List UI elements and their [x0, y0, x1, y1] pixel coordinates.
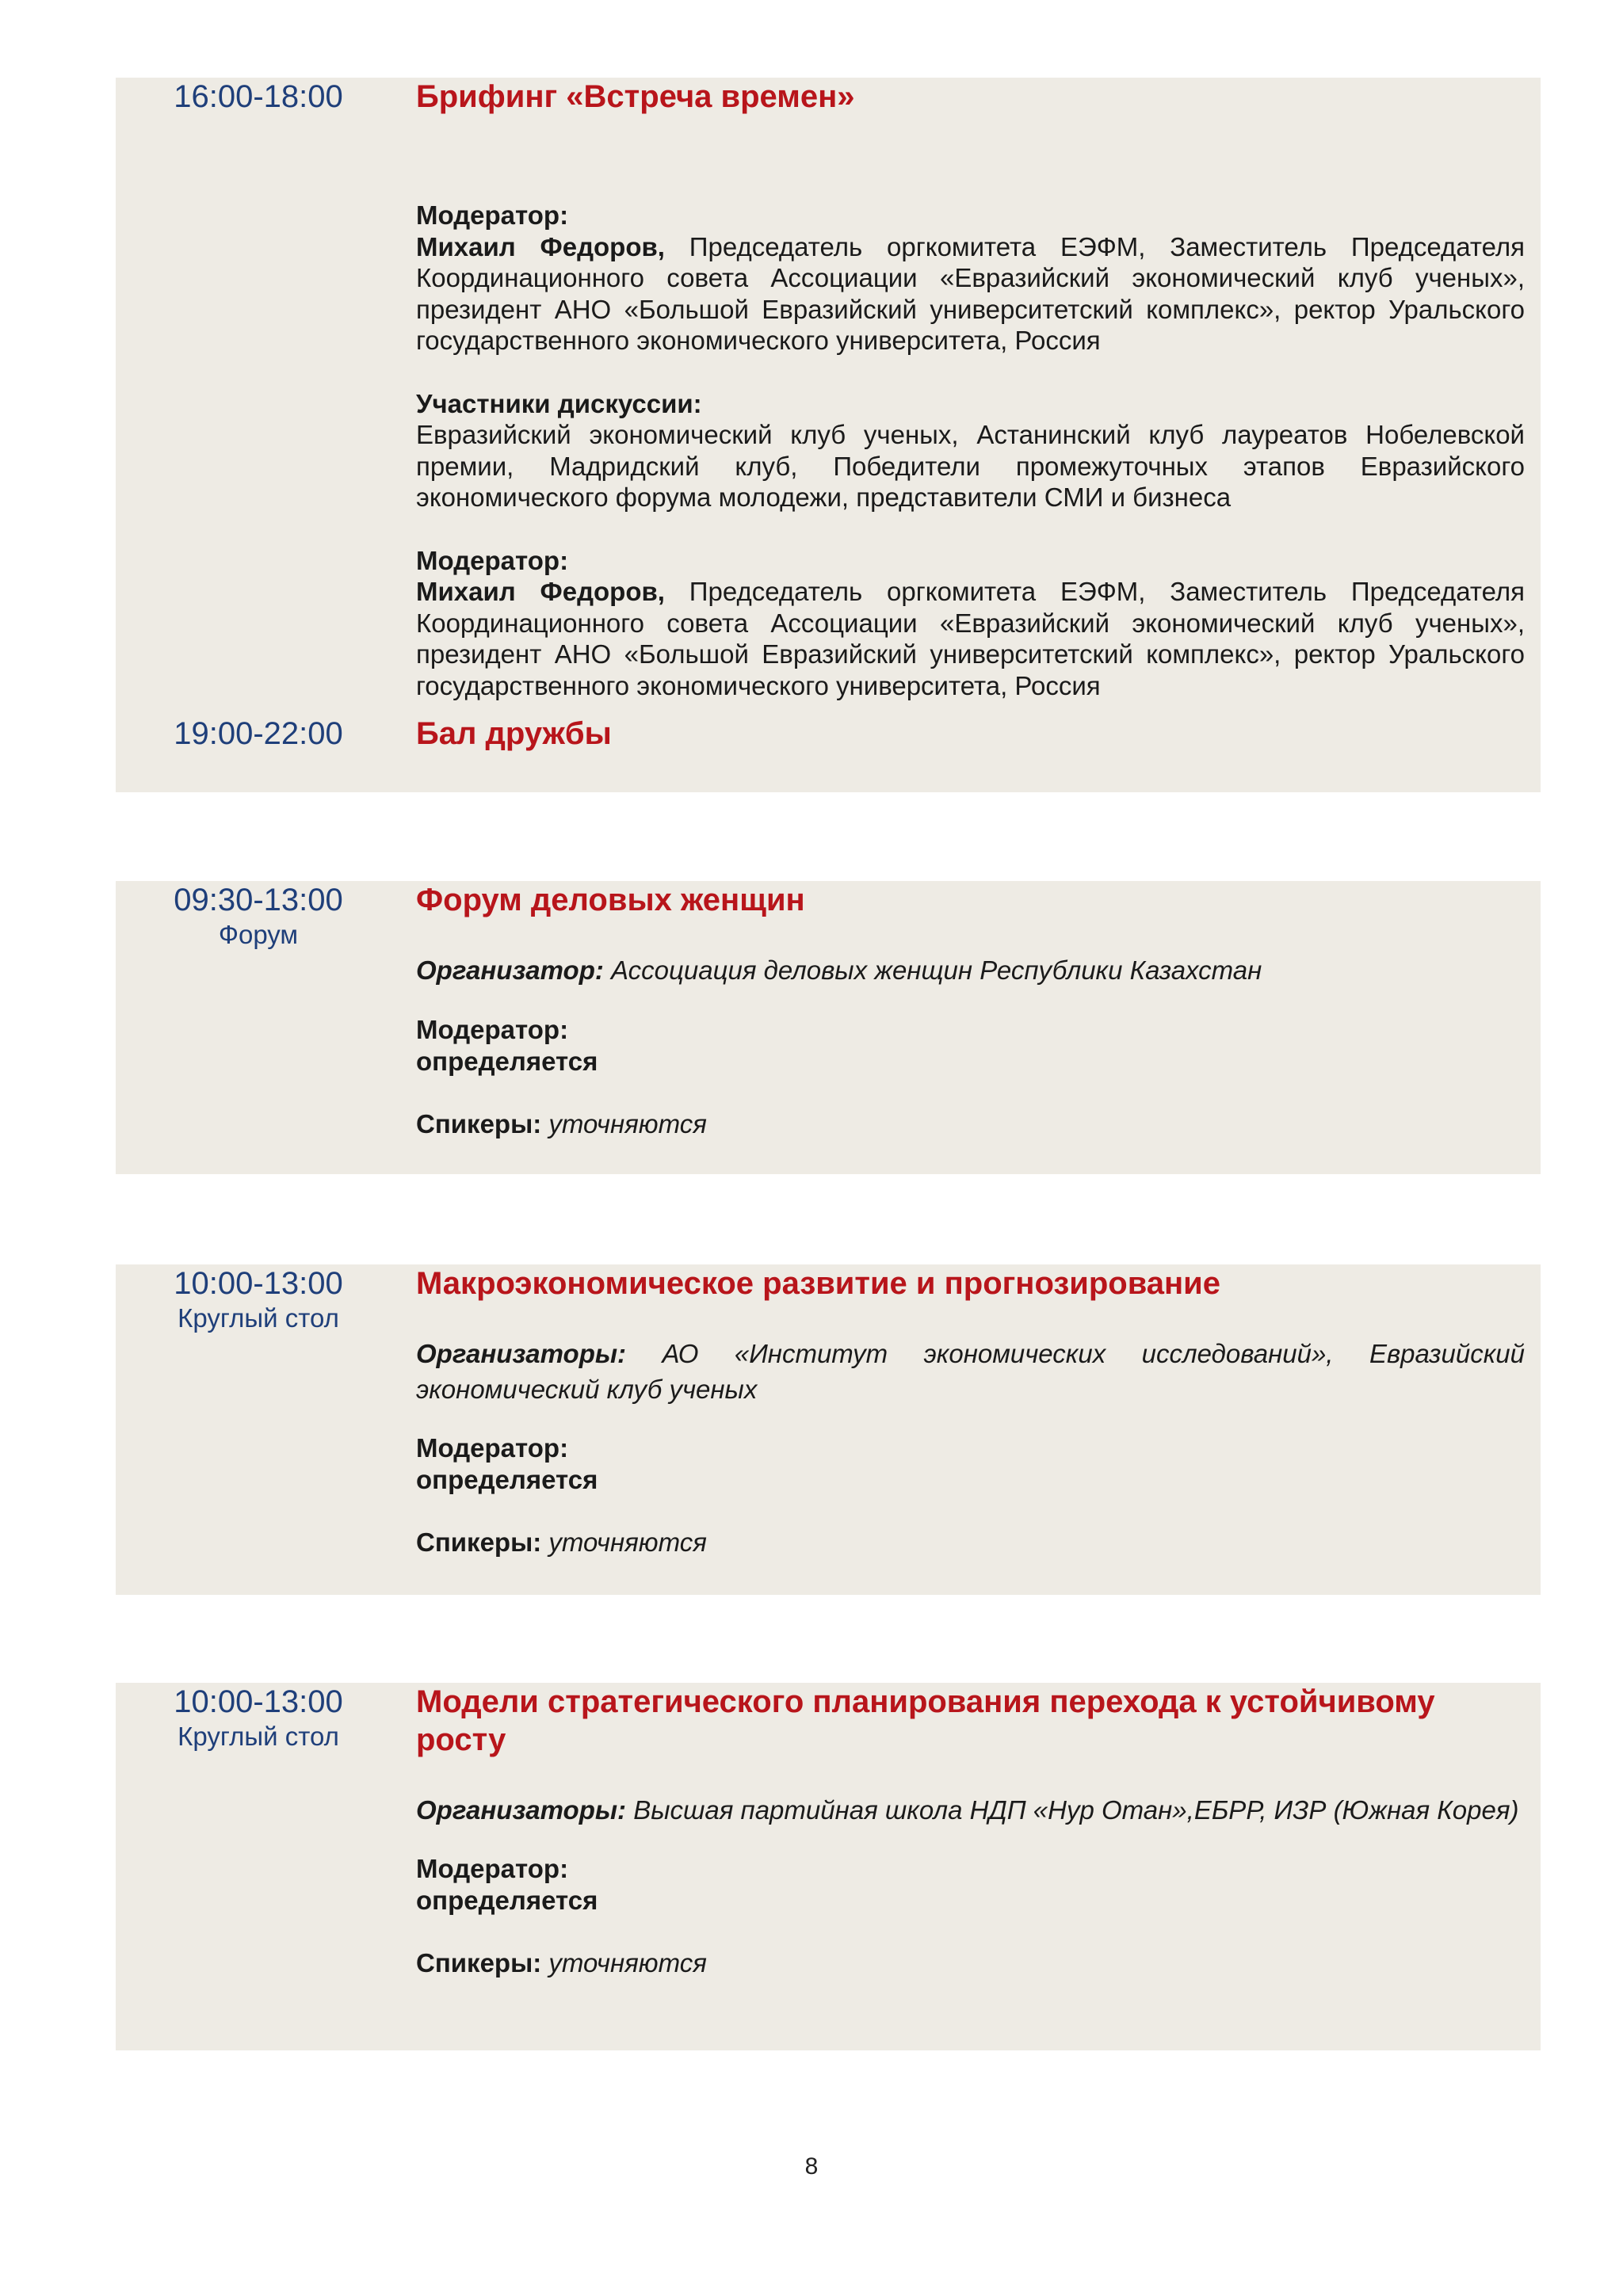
- session-time: [116, 1683, 401, 1753]
- session-content: [416, 1683, 1525, 1979]
- organizer-line: [416, 1336, 1525, 1407]
- organizer-text: Ассоциация деловых женщин Республики Казахстан: [611, 955, 1262, 985]
- moderator-name: Михаил Федоров,: [416, 577, 665, 606]
- moderator-text: Председатель оргкомитета ЕЭФМ, Заместитель Председателя Координационного совета Ассоциации «Евразийский экономический клуб ученых», президент АНО «Большой Евразийский университетский комплекс», ректор Уральского государственного экономического университета, Россия: [416, 231, 1525, 355]
- moderator-label: Модератор:: [416, 545, 569, 575]
- organizer-line: [416, 952, 1525, 989]
- speakers-value: уточняются: [548, 1948, 707, 1978]
- moderator-label: Модератор:: [416, 1015, 569, 1044]
- organizer-label: Организаторы:: [416, 1795, 627, 1825]
- session-format: Круглый стол: [178, 1722, 339, 1751]
- session-time-range: 10:00-13:00: [174, 1684, 343, 1719]
- speakers-value: уточняются: [548, 1109, 707, 1138]
- speakers-label: Спикеры:: [416, 1527, 542, 1557]
- speakers-value: уточняются: [548, 1527, 707, 1557]
- moderator-text: Председатель оргкомитета ЕЭФМ, Заместитель Председателя Координационного совета Ассоциации «Евразийский экономический клуб ученых», президент АНО «Большой Евразийский университетский комплекс», ректор Уральского государственного экономического университета, Россия: [416, 577, 1525, 700]
- session-time-range: 10:00-13:00: [174, 1266, 343, 1301]
- moderator-name: Михаил Федоров,: [416, 231, 665, 261]
- session-content: [416, 78, 1525, 701]
- moderator-label: Модератор:: [416, 1854, 569, 1883]
- speakers-line: [416, 1527, 1525, 1558]
- session-block-briefing: [116, 78, 1541, 792]
- session-title: Модели стратегического планирования перехода к устойчивому росту: [416, 1684, 1435, 1757]
- moderator-value: определяется: [416, 1464, 598, 1494]
- organizer-line: [416, 1792, 1525, 1828]
- speakers-line: [416, 1947, 1525, 1979]
- organizer-text: Высшая партийная школа НДП «Нур Отан»,ЕБРР, ИЗР (Южная Корея): [633, 1795, 1519, 1825]
- session-time: [116, 1264, 401, 1334]
- session-time-range: 09:30-13:00: [174, 883, 343, 917]
- organizer-label: Организаторы:: [416, 1339, 627, 1368]
- session-block-macroeconomics: [116, 1264, 1541, 1595]
- session-time: [116, 881, 401, 951]
- moderator-value: определяется: [416, 1885, 598, 1915]
- moderator-description: [416, 576, 1525, 701]
- speakers-label: Спикеры:: [416, 1109, 542, 1138]
- moderator-label: Модератор:: [416, 1433, 569, 1463]
- session-content: [416, 1264, 1525, 1558]
- session-block-strategic-planning: [116, 1683, 1541, 2050]
- session-format: Форум: [218, 920, 299, 949]
- session-format: Круглый стол: [178, 1303, 339, 1333]
- session-content: [416, 715, 1525, 753]
- moderator-description: [416, 231, 1525, 357]
- session-title: Форум деловых женщин: [416, 883, 805, 917]
- moderator-label: Модератор:: [416, 200, 569, 230]
- moderator-value: определяется: [416, 1046, 598, 1076]
- session-block-women-forum: [116, 881, 1541, 1174]
- participants-text: Евразийский экономический клуб ученых, Астанинский клуб лауреатов Нобелевской премии, Мадридский клуб, Победители промежуточных этапов Евразийского экономического форума молодежи, представители СМИ и бизнеса: [416, 420, 1525, 512]
- session-content: [416, 881, 1525, 1140]
- session-time: 19:00-22:00: [174, 716, 343, 751]
- organizer-text: АО «Институт экономических исследований», Евразийский экономический клуб ученых: [416, 1339, 1525, 1404]
- speakers-line: [416, 1108, 1525, 1140]
- session-title: Бал дружбы: [416, 716, 612, 751]
- speakers-label: Спикеры:: [416, 1948, 542, 1978]
- participants-label: Участники дискуссии:: [416, 388, 702, 418]
- session-title: Брифинг «Встреча времен»: [416, 79, 855, 114]
- page-number: 8: [804, 2153, 819, 2180]
- session-title: Макроэкономическое развитие и прогнозирование: [416, 1266, 1221, 1301]
- organizer-label: Организатор:: [416, 955, 604, 985]
- session-time: 16:00-18:00: [174, 79, 343, 114]
